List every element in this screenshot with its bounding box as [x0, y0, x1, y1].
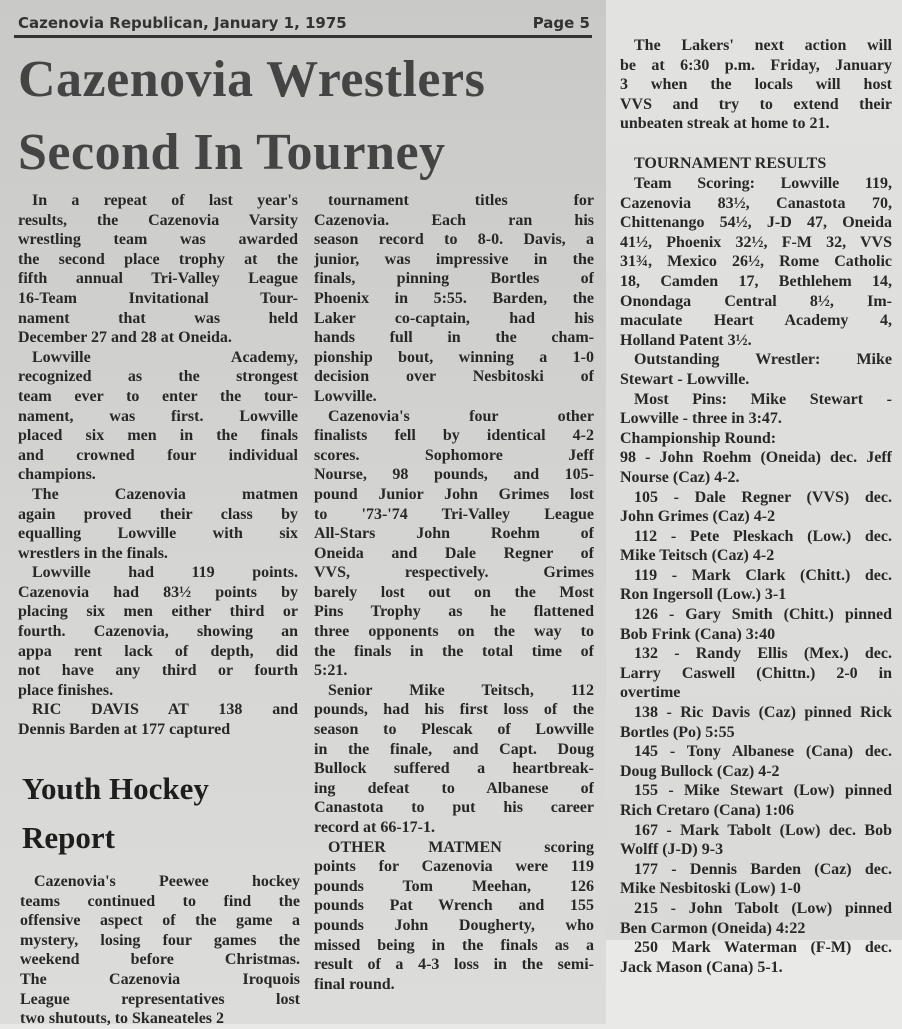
text-line: pounds John Dougherty, who — [314, 916, 594, 934]
text-line: Doug Bullock (Caz) 4-2 — [620, 762, 780, 780]
text-line: Outstanding Wrestler: Mike — [634, 351, 892, 369]
text-line: pounds Pat Wrench and 155 — [314, 897, 594, 915]
text-line: season record to 8-0. Davis, a — [314, 231, 594, 249]
text-line: in the finale, and Capt. Doug — [314, 740, 594, 758]
text-line: Lowville had 119 points. — [32, 564, 298, 582]
text-line: Cazenovia had 83½ points by — [18, 583, 298, 601]
text-line: decision over Nesbitoski of — [314, 368, 594, 386]
paragraph — [620, 938, 892, 977]
page-number: Page 5 — [532, 14, 590, 32]
text-line: Bortles (Po) 5:55 — [620, 723, 735, 741]
paragraph — [620, 350, 892, 389]
paragraph — [20, 872, 300, 1029]
paragraph — [620, 703, 892, 742]
text-line: again proved their class by — [18, 505, 298, 523]
text-line: Canastota to put his career — [314, 799, 594, 817]
paragraph — [620, 488, 892, 527]
text-line: 98 - John Roehm (Oneida) dec. Jeff — [620, 449, 892, 467]
text-line: appa rent lack of depth, did — [18, 642, 298, 660]
text-line: season to Plescak of Lowville — [314, 721, 594, 739]
text-line: Championship Round: — [620, 429, 777, 447]
text-line: finalists fell by identical 4-2 — [314, 427, 594, 445]
text-line: team ever to enter the tour- — [18, 387, 298, 405]
text-line: Cazenovia. Each ran his — [314, 211, 594, 229]
text-line: pound Junior John Grimes lost — [314, 485, 594, 503]
paragraph — [18, 348, 298, 485]
text-line: 126 - Gary Smith (Chitt.) pinned — [634, 606, 892, 624]
paragraph — [314, 681, 594, 838]
paragraph — [620, 527, 892, 566]
results-heading: TOURNAMENT RESULTS — [634, 155, 827, 172]
masthead — [18, 8, 590, 34]
text-line: The Cazenovia Iroquois — [20, 970, 300, 988]
text-line: League representatives lost — [20, 990, 300, 1008]
paragraph — [18, 485, 298, 563]
hockey-headline-line-2: Report — [22, 820, 115, 855]
paragraph — [620, 781, 892, 820]
text-line: Nourse, 98 pounds, and 105- — [314, 466, 594, 484]
text-line: scores. Sophomore Jeff — [314, 446, 594, 464]
text-line: missed being in the finals as a — [314, 936, 594, 954]
text-line: The Lakers' next action will — [634, 37, 892, 54]
paragraph — [620, 429, 892, 449]
text-line: unbeaten streak at home to 21. — [620, 115, 830, 133]
text-line: result of a 4-3 loss in the semi- — [314, 956, 594, 974]
text-line: final round. — [314, 975, 395, 993]
text-line: 41½, Phoenix 32½, F-M 32, VVS — [620, 233, 892, 251]
paragraph — [620, 742, 892, 781]
text-line: Bob Frink (Cana) 3:40 — [620, 625, 776, 643]
text-line: wrestling team was awarded — [18, 231, 298, 249]
text-line: John Grimes (Caz) 4-2 — [620, 508, 776, 526]
text-line: ing defeat to Albanese of — [314, 779, 594, 797]
text-line: pounds Tom Meehan, 126 — [314, 877, 594, 895]
text-line: 18, Camden 17, Bethlehem 14, — [620, 272, 892, 290]
paragraph — [314, 407, 594, 681]
text-line: Mike Nesbitoski (Low) 1-0 — [620, 880, 801, 898]
text-line: fourth. Cazenovia, showing an — [18, 623, 298, 641]
tournament-results — [620, 174, 892, 977]
text-line: points for Cazenovia were 119 — [314, 858, 594, 876]
text-line: Larry Caswell (Chittn.) 2-0 in — [620, 664, 892, 682]
text-line: Chittenango 54½, J-D 47, Oneida — [620, 214, 892, 232]
paragraph — [18, 191, 298, 348]
paragraph — [314, 191, 594, 407]
paragraph — [314, 838, 594, 995]
paragraph — [620, 644, 892, 703]
text-line: 112 - Pete Pleskach (Low.) dec. — [634, 527, 892, 545]
text-line: Lowville - three in 3:47. — [620, 410, 782, 428]
text-line: record at 66-17-1. — [314, 819, 435, 836]
text-line: placing six men either third or — [18, 603, 298, 621]
text-line: Jack Mason (Cana) 5-1. — [620, 958, 783, 976]
paragraph — [18, 563, 298, 700]
results-heading-wrap — [620, 154, 892, 174]
text-line: 31¾, Mexico 26½, Rome Catholic — [620, 253, 892, 271]
paragraph — [620, 605, 892, 644]
text-line: place finishes. — [18, 681, 114, 699]
text-line: weekend before Christmas. — [20, 951, 300, 969]
headline-line-1: Cazenovia Wrestlers — [18, 51, 486, 108]
text-line: nament, was first. Lowville — [18, 407, 298, 425]
text-line: recognized as the strongest — [18, 368, 298, 386]
text-line: Cazenovia's Peewee hockey — [34, 873, 300, 890]
paragraph — [620, 36, 892, 134]
text-line: Phoenix in 5:55. Barden, the — [314, 289, 594, 307]
text-line: 3 when the locals will host — [620, 76, 892, 94]
text-line: three opponents on the way to — [314, 623, 594, 641]
text-line: Holland Patent 3½. — [620, 331, 752, 349]
text-line: hands full in the cham- — [314, 329, 594, 347]
hockey-article — [20, 872, 300, 1029]
paragraph — [620, 448, 892, 487]
text-line: teams continued to find the — [20, 892, 300, 910]
text-line: tournament titles for — [328, 192, 594, 209]
text-line: 167 - Mark Tabolt (Low) dec. Bob — [634, 821, 892, 839]
text-line: Ben Carmon (Oneida) 4:22 — [620, 919, 806, 937]
text-line: All-Stars John Roehm of — [314, 525, 594, 543]
text-line: Ron Ingersoll (Low.) 3-1 — [620, 586, 787, 604]
text-line: results, the Cazenovia Varsity — [18, 211, 298, 229]
text-line: OTHER MATMEN scoring — [328, 838, 594, 856]
text-line: junior, was impressive in the — [314, 250, 594, 268]
text-line: Onondaga Central 8½, Im- — [620, 292, 892, 310]
text-line: pounds, had his first loss of the — [314, 701, 594, 719]
text-line: Lowville Academy, — [32, 348, 298, 366]
paragraph — [18, 700, 298, 739]
text-line: Lowville. — [314, 387, 377, 405]
text-line: 132 - Randy Ellis (Mex.) dec. — [634, 645, 892, 663]
text-line: December 27 and 28 at Oneida. — [18, 329, 232, 347]
text-line: VVS and try to extend their — [620, 95, 892, 113]
text-line: In a repeat of last year's — [32, 192, 298, 209]
paragraph — [620, 566, 892, 605]
hockey-headline-line-1: Youth Hockey — [22, 771, 209, 806]
headline-line-2: Second In Tourney — [18, 124, 446, 181]
text-line: Nourse (Caz) 4-2. — [620, 468, 740, 486]
text-line: finals, pinning Bortles of — [314, 270, 594, 288]
text-line: wrestlers in the finals. — [18, 544, 168, 562]
text-line: maculate Heart Academy 4, — [620, 312, 892, 330]
article-column-2 — [314, 191, 594, 994]
text-line: not have any third or fourth — [18, 662, 298, 680]
text-line: Most Pins: Mike Stewart - — [634, 390, 892, 408]
paragraph — [620, 899, 892, 938]
text-line: Dennis Barden at 177 captured — [18, 721, 231, 739]
text-line: Cazenovia 83½, Canastota 70, — [620, 194, 892, 212]
paper-name-date: Cazenovia Republican, January 1, 1975 — [18, 14, 347, 32]
text-line: Mike Teitsch (Caz) 4-2 — [620, 547, 775, 565]
paragraph — [620, 174, 892, 350]
text-line: the finals in the total time of — [314, 642, 594, 660]
text-line: overtime — [620, 684, 681, 702]
text-line: to '73-'74 Tri-Valley League — [314, 505, 594, 523]
text-line: fifth annual Tri-Valley League — [18, 270, 298, 288]
text-line: Wolff (J-D) 9-3 — [620, 841, 724, 859]
text-line: VVS, respectively. Grimes — [314, 564, 594, 582]
text-line: pionship bout, winning a 1-0 — [314, 348, 594, 366]
article-column-1 — [18, 191, 298, 740]
text-line: The Cazenovia matmen — [32, 485, 298, 503]
text-line: Stewart - Lowville. — [620, 370, 750, 388]
text-line: Laker co-captain, had his — [314, 309, 594, 327]
paragraph — [620, 390, 892, 429]
text-line: mystery, losing four games the — [20, 931, 300, 949]
text-line: 145 - Tony Albanese (Cana) dec. — [634, 743, 892, 761]
text-line: 177 - Dennis Barden (Caz) dec. — [634, 860, 892, 878]
text-line: 138 - Ric Davis (Caz) pinned Rick — [634, 704, 892, 722]
text-line: placed six men in the finals — [18, 427, 298, 445]
text-line: and crowned four individual — [18, 446, 298, 464]
text-line: 215 - John Tabolt (Low) pinned — [634, 899, 892, 917]
masthead-rule — [14, 35, 592, 38]
text-line: Oneida and Dale Regner of — [314, 544, 594, 562]
paragraph — [620, 860, 892, 899]
text-line: two shutouts, to Skaneateles 2 — [20, 1010, 225, 1028]
text-line: Senior Mike Teitsch, 112 — [328, 681, 594, 699]
text-line: Team Scoring: Lowville 119, — [634, 175, 892, 192]
text-line: Pins Trophy as he flattened — [314, 603, 594, 621]
text-line: 16-Team Invitational Tour- — [18, 289, 298, 307]
text-line: 105 - Dale Regner (VVS) dec. — [634, 488, 892, 506]
article-column-3-intro — [620, 36, 892, 134]
text-line: Bullock suffered a heartbreak- — [314, 760, 594, 778]
text-line: the second place trophy at the — [18, 250, 298, 268]
text-line: 5:21. — [314, 662, 348, 680]
text-line: offensive aspect of the game a — [20, 912, 300, 930]
text-line: 155 - Mike Stewart (Low) pinned — [634, 782, 892, 800]
text-line: nament that was held — [18, 309, 298, 327]
text-line: equalling Lowville with six — [18, 525, 298, 543]
paragraph — [620, 821, 892, 860]
text-line: Rich Cretaro (Cana) 1:06 — [620, 802, 795, 819]
text-line: 250 Mark Waterman (F-M) dec. — [634, 939, 892, 957]
text-line: champions. — [18, 466, 96, 484]
text-line: Cazenovia's four other — [328, 407, 594, 425]
text-line: 119 - Mark Clark (Chitt.) dec. — [634, 566, 892, 584]
text-line: be at 6:30 p.m. Friday, January — [620, 56, 892, 74]
text-line: barely lost out on the Most — [314, 583, 594, 601]
text-line: RIC DAVIS AT 138 and — [32, 701, 298, 719]
